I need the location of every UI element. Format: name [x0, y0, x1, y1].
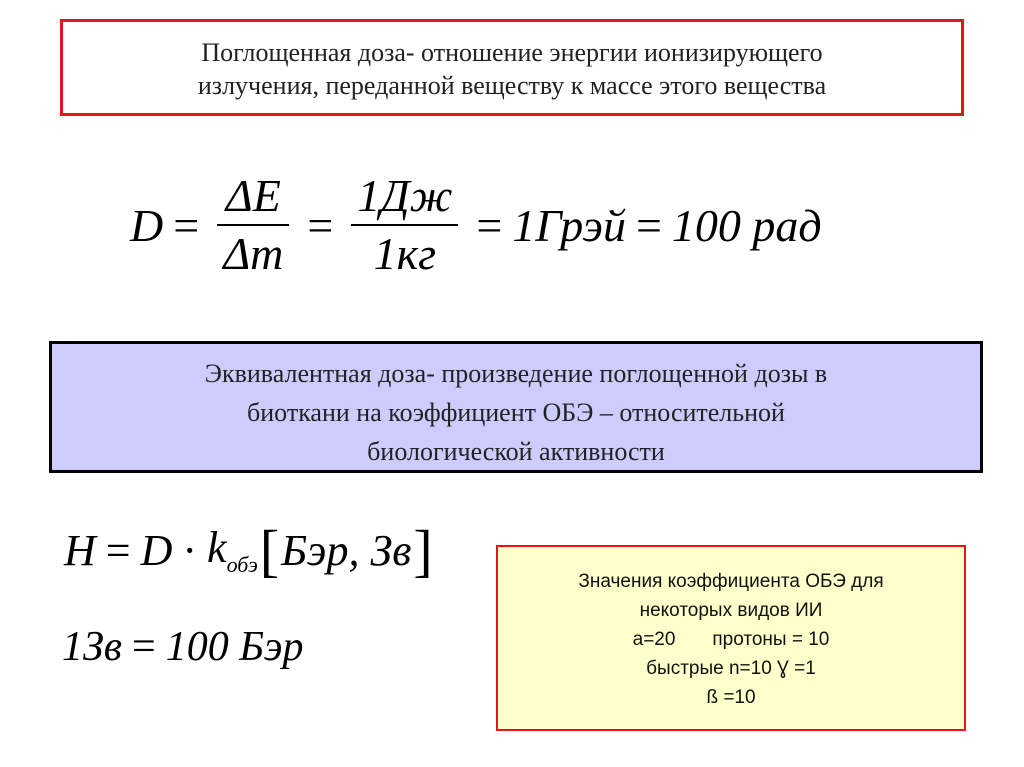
equiv-line-2: биоткани на коэффициент ОБЭ – относительной — [247, 398, 785, 427]
equals-sign: = — [105, 525, 131, 575]
formula-h-lhs: H — [64, 525, 96, 575]
fraction-numerator: ΔE — [225, 170, 281, 221]
equiv-units: Бэр, Зв — [281, 525, 412, 575]
rad-unit: 100 рад — [671, 199, 822, 251]
equiv-line-1: Эквивалентная доза- произведение поглощенной дозы в — [204, 359, 828, 388]
absorbed-line-2: излучения, переданной веществу к массе этого вещества — [197, 71, 827, 100]
fraction-denominator: 1кг — [373, 228, 437, 279]
gray-unit: 1Грэй — [512, 199, 626, 251]
k-symbol: k — [207, 523, 227, 572]
k-subscript: обэ — [226, 552, 258, 577]
left-bracket: [ — [259, 517, 280, 583]
equals-sign: = — [635, 199, 662, 251]
equals-sign: = — [307, 199, 334, 251]
formula-d-lhs: D — [130, 199, 164, 251]
absorbed-dose-formula — [130, 160, 822, 290]
sievert-rem-formula — [62, 612, 304, 682]
formula-k — [207, 522, 258, 578]
equiv-line-3: биологической активности — [367, 437, 665, 466]
sievert-lhs: 1Зв — [62, 624, 123, 670]
fraction-joule-kg — [351, 168, 458, 282]
rbe-line-4: быстрые n=10 Ɣ =1 — [646, 658, 816, 679]
equals-sign: = — [476, 199, 503, 251]
rbe-line-1: Значения коэффициента ОБЭ для — [578, 571, 884, 592]
rem-rhs: 100 Бэр — [165, 624, 304, 670]
formula-d: D — [140, 525, 173, 575]
right-bracket: ] — [413, 517, 433, 583]
fraction-denominator: Δm — [223, 228, 284, 279]
absorbed-dose-definition — [60, 19, 964, 116]
equivalent-dose-formula — [64, 510, 435, 590]
fraction-energy-mass — [217, 168, 289, 282]
fraction-numerator: 1Дж — [357, 170, 453, 221]
rbe-values-box — [496, 545, 966, 731]
equals-sign: = — [173, 199, 200, 251]
equivalent-dose-definition — [49, 341, 983, 473]
equals-sign: = — [132, 624, 156, 670]
absorbed-line-1: Поглощенная доза- отношение энергии ионизирующего — [201, 38, 823, 67]
dot-operator: · — [182, 525, 198, 575]
rbe-line-5: ß =10 — [706, 687, 756, 708]
rbe-line-2: некоторых видов ИИ — [639, 600, 823, 621]
rbe-line-3: a=20 протоны = 10 — [632, 629, 830, 650]
